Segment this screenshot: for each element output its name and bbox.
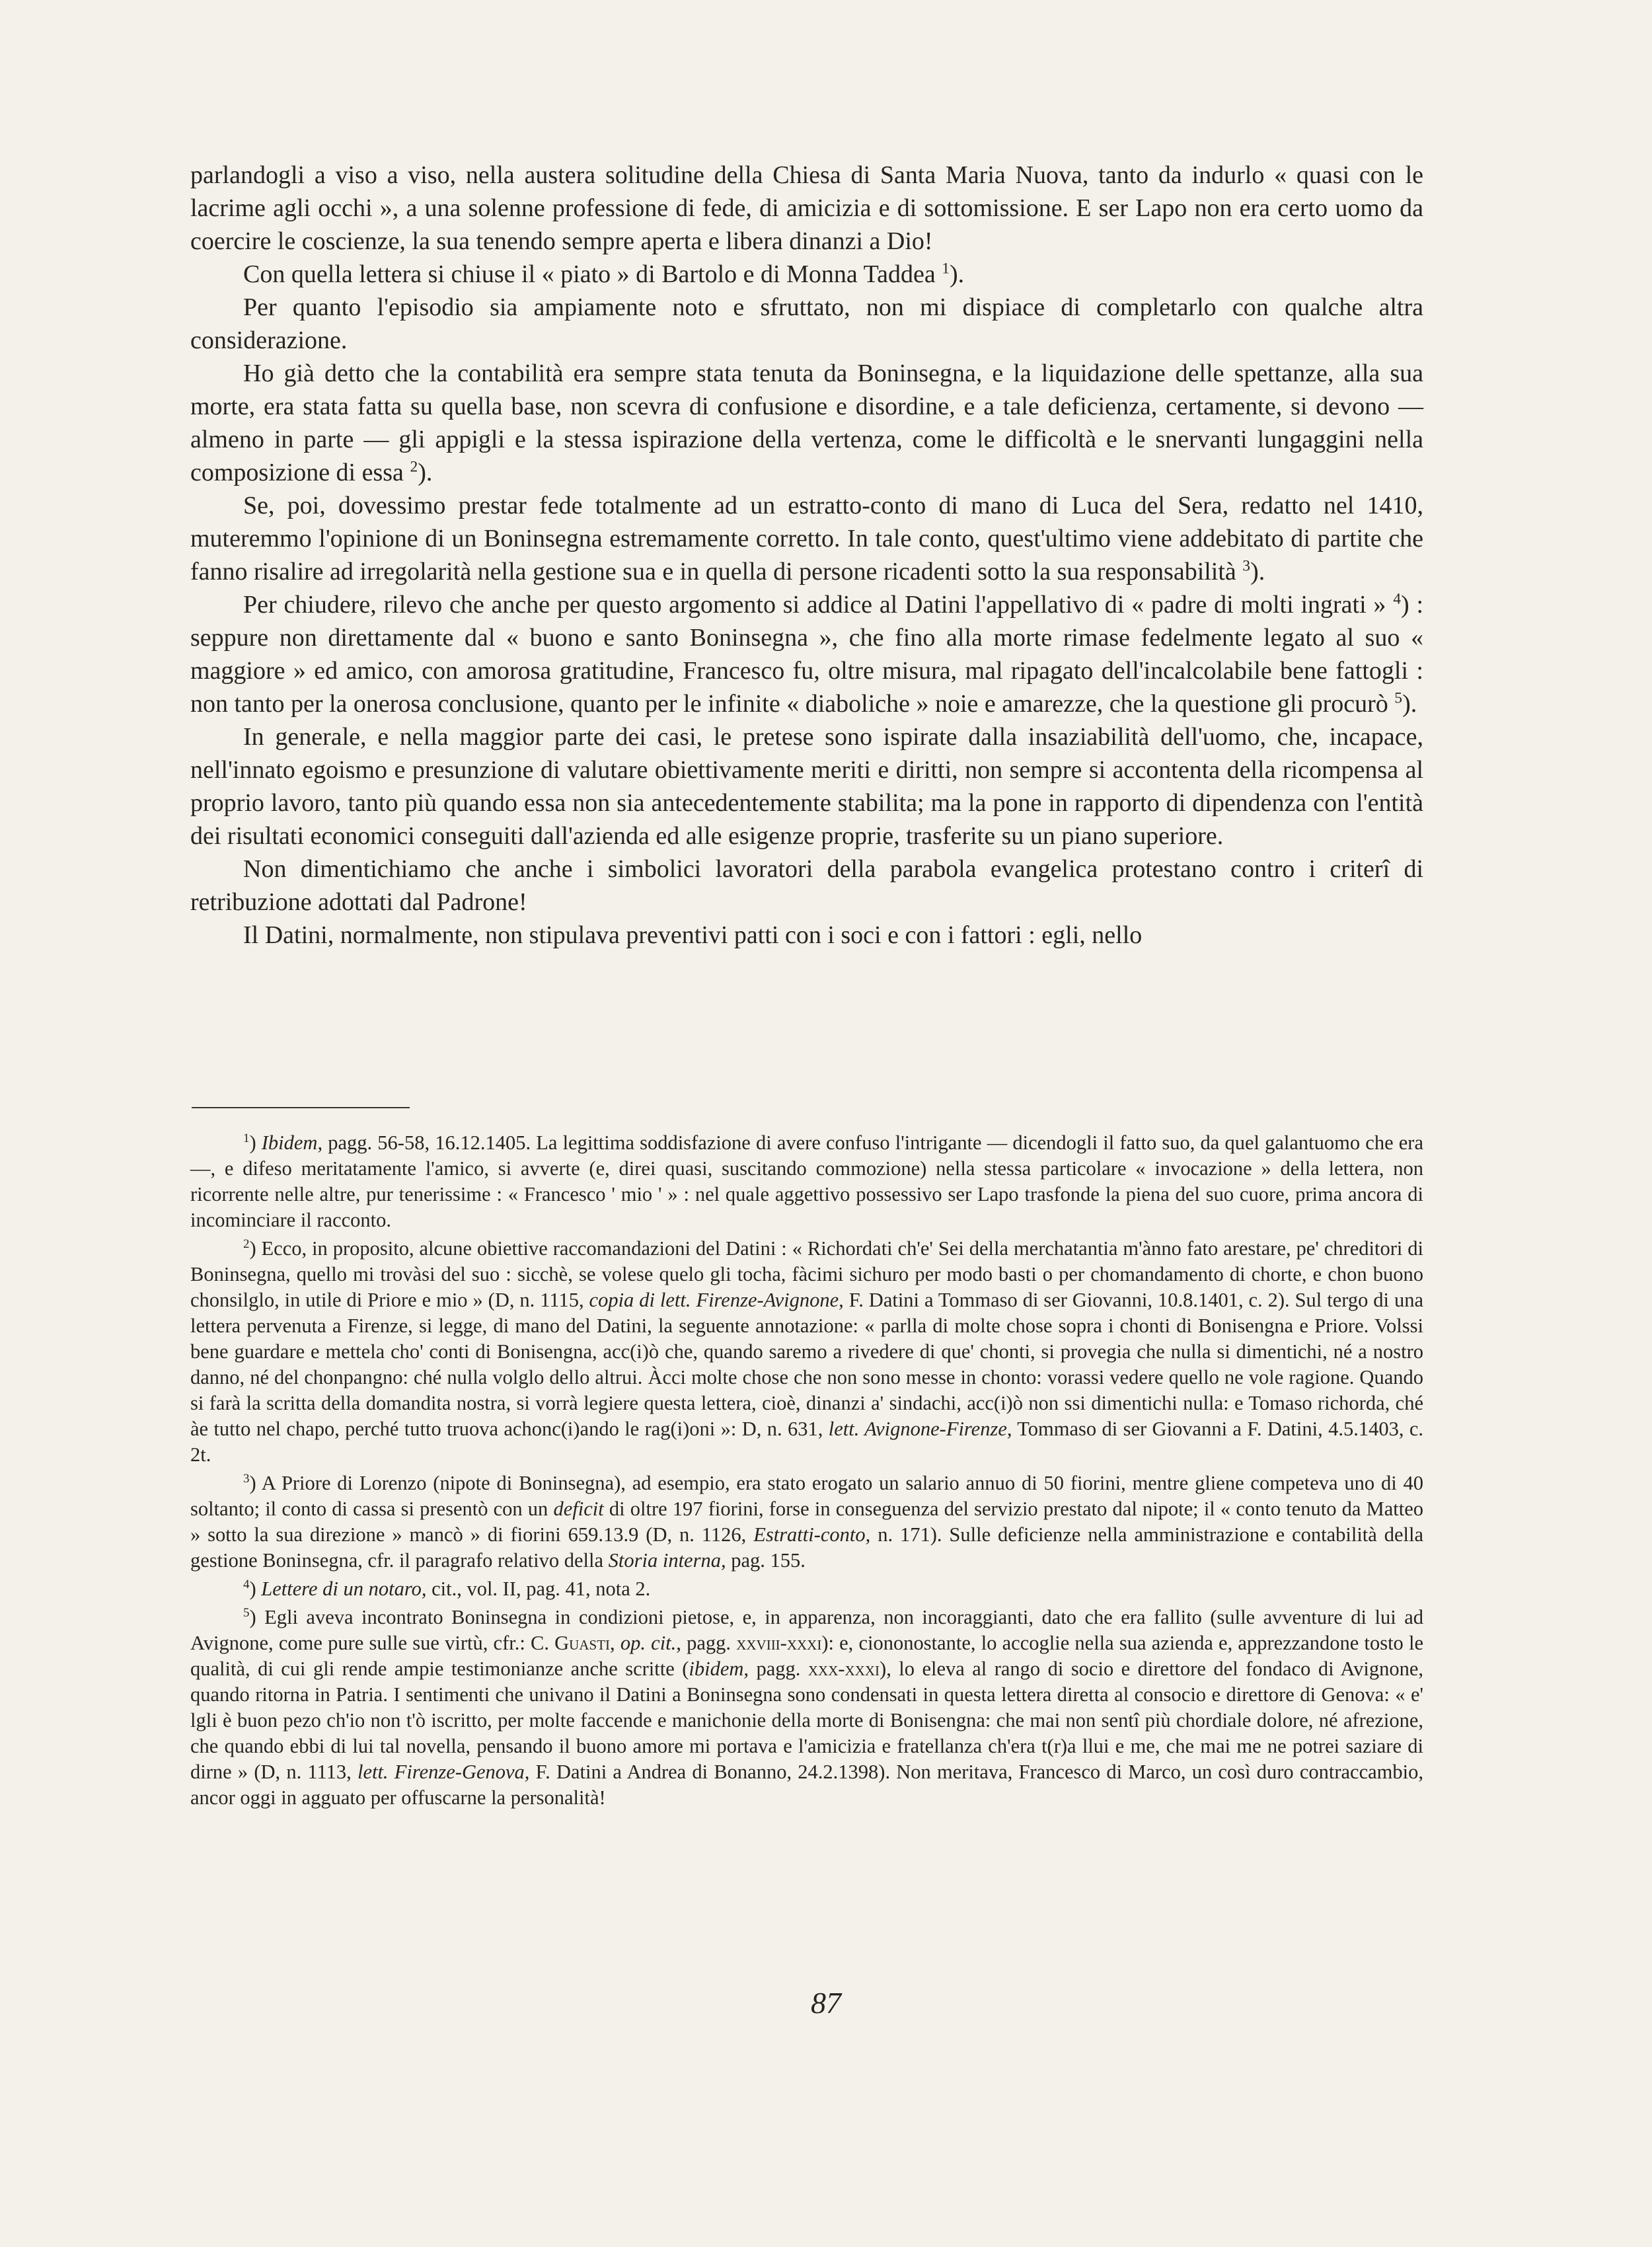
footnote-1: $^1$) Ibidem, pagg. 56-58, 16.12.1405. La legittima soddisfazione di avere confuso l'intrigante — dicendogli il fatto suo, da quel galantuomo che era —, e difeso meritatamente l'amico, si avverte (e, direi quasi, suscitando commozione) nella stessa particolare « invocazione » della lettera, non ricorrente nelle altre, pur tenerissime : « Francesco ' mio ' » : nel quale aggettivo possessivo ser Lapo trasfonde la piena del suo cuore, prima ancora di incominciare il racconto. [190,1131,1423,1231]
main-text [190,159,1423,952]
paragraph: Il Datini, normalmente, non stipulava preventivi patti con i soci e con i fattori : egli, nello [243,921,1143,949]
footnote-3: $^3$) A Priore di Lorenzo (nipote di Boninsegna), ad esempio, era stato erogato un salario annuo di 50 fiorini, mentre gliene competeva uno di 40 soltanto; il conto di cassa si presentò con un deficit di oltre 197 fiorini, forse in conseguenza del servizio prestato dal nipote; il « conto tenuto da Matteo » sotto la sua direzione » mancò » di fiorini 659.13.9 (D, n. 1126, Estratti-conto, n. 171). Sulle deficienze nella amministrazione e contabilità della gestione Boninsegna, cfr. il paragrafo relativo della Storia interna, pag. 155. [190,1471,1424,1572]
footnote-2: $^2$) Ecco, in proposito, alcune obiettive raccomandazioni del Datini : « Richordati ch'e' Sei della merchatantia m'ànno fato arestare, pe' chreditori di Boninsegna, quello mi trovàsi del suo : sicchè, se volese quelo gli tocha, fàcimi sichuro per modo basti o per chomandamento di chorte, e chon buono chonsilglo, in utile di Priore e mio » (D, n. 1115, copia di lett. Firenze-Avignone, F. Datini a Tommaso di ser Giovanni, 10.8.1401, c. 2). Sul tergo di una lettera pervenuta a Firenze, si legge, di mano del Datini, la seguente annotazione: « parlla di molte chose sopra i chonti di Bonisengna e Priore. Volssi bene guardare e mettela cho' conti di Bonisengna, acc(i)ò che, quando saremo a rivedere di que' chonti, si provegia che nulla si dimentichi, né a nostro danno, né del chonpangno: ché nulla volglo dello altrui. Àcci molte chose che non sono messe in chonto: vorassi vedere quello ne vole ragione. Quando si farà la scritta della domandita nostra, si vorrà legiere questa lettera, cioè, dinanzi a' sindachi, acc(i)ò non ssi dimentichi nulla: e Tomaso richorda, ché àe tutto nel chapo, perché tutto truova achonc(i)ando le rag(i)oni »: D, n. 631, lett. Avignone-Firenze, Tommaso di ser Giovanni a F. Datini, 4.5.1403, c. 2t. [190,1237,1423,1466]
footnotes [190,1130,1423,1813]
footnote-5: $^5$) Egli aveva incontrato Boninsegna in condizioni pietose, e, in apparenza, non incoraggianti, dato che era fallito (sulle avventure di lui ad Avignone, come pure sulle sue virtù, cfr.: C. Guasti, op. cit., pagg. xxviii-xxxi): e, ciononostante, lo accoglie nella sua azienda e, apprezzandone tosto le qualità, di cui gli rende ampie testimonianze anche scritte (ibidem, pagg. xxx-xxxi), lo eleva al rango di socio e direttore del fondaco di Avignone, quando ritorna in Patria. I sentimenti che univano il Datini a Boninsegna sono condensati in questa lettera diretta al consocio e direttore di Genova: « e' lgli è buon pezo ch'io non t'ò iscritto, per molte faccende e manichonie della morte di Bonisengna: che mai non sentî più chordiale dolore, né afrezione, che quando ebbi di lui tal novella, pensando il buono amore mi portava e l'amicizia e fratellanza ch'era t(r)a llui e me, che mai me ne potrei saziare di dirne » (D, n. 1113, lett. Firenze-Genova, F. Datini a Andrea di Bonanno, 24.2.1398). Non meritava, Francesco di Marco, un così duro contraccambio, ancor oggi in agguato per offuscarne la personalità! [190,1605,1423,1809]
footnote-divider [192,1107,410,1108]
paragraph: Ho già detto che la contabilità era sempre stata tenuta da Boninsegna, e la liquidazione delle spettanze, alla sua morte, era stata fatta su quella base, non scevra di confusione e disordine, e a tale deficienza, certamente, si devono — almeno in parte — gli appigli e la stessa ispirazione della vertenza, come le difficoltà e le snervanti lungaggini nella composizione di essa $^2$). [190,360,1423,486]
footnote-ref: 1 [942,260,950,278]
paragraph: Con quella lettera si chiuse il « piato » di Bartolo e di Monna Taddea $^1$). [243,260,965,288]
footnote-ref: 5 [1394,689,1403,707]
paragraph: parlandogli a viso a viso, nella austera solitudine della Chiesa di Santa Maria Nuova, tanto da indurlo « quasi con le lacrime agli occhi », a una solenne professione di fede, di amicizia e di sottomissione. E ser Lapo non era certo uomo da coercire le coscienze, la sua tenendo sempre aperta e libera dinanzi a Dio! [190,161,1423,255]
paragraph: Se, poi, dovessimo prestar fede totalmente ad un estratto-conto di mano di Luca del Sera, redatto nel 1410, muteremmo l'opinione di un Boninsegna estremamente corretto. In tale conto, quest'ultimo viene addebitato di partite che fanno risalire ad irregolarità nella gestione sua e in quella di persone ricadenti sotto la sua responsabilità $^3$). [190,492,1423,586]
footnote-ref: 4 [1393,590,1402,608]
paragraph: In generale, e nella maggior parte dei casi, le pretese sono ispirate dalla insaziabilità dell'uomo, che, incapace, nell'innato egoismo e presunzione di valutare obiettivamente meriti e diritti, non sempre si accontenta della ricompensa al proprio lavoro, tanto più quando essa non sia antecedentemente stabilita; ma la pone in rapporto di dipendenza con l'entità dei risultati economici conseguiti dall'azienda ed alle esigenze proprie, trasferite su un piano superiore. [190,723,1423,850]
paragraph: Per chiudere, rilevo che anche per questo argomento si addice al Datini l'appellativo di « padre di molti ingrati » $^4$) : seppure non direttamente dal « buono e santo Boninsegna », che fino alla morte rimase fedelmente legato al suo « maggiore » ed amico, con amorosa gratitudine, Francesco fu, oltre misura, mal ripagato dell'incalcolabile bene fattogli : non tanto per la onerosa conclusione, quanto per le infinite « diaboliche » noie e amarezze, che la questione gli procurò $^5$). [190,590,1424,718]
paragraph: Per quanto l'episodio sia ampiamente noto e sfruttato, non mi dispiace di completarlo con qualche altra considerazione. [190,293,1423,354]
footnote-4: $^4$) Lettere di un notaro, cit., vol. II, pag. 41, nota 2. [243,1577,651,1600]
paragraph: Non dimentichiamo che anche i simbolici lavoratori della parabola evangelica protestano contro i criterî di retribuzione adottati dal Padrone! [190,855,1423,916]
footnote-ref: 3 [1242,557,1251,575]
page-number: 87 [811,1986,841,2020]
footnote-ref: 2 [410,458,418,476]
